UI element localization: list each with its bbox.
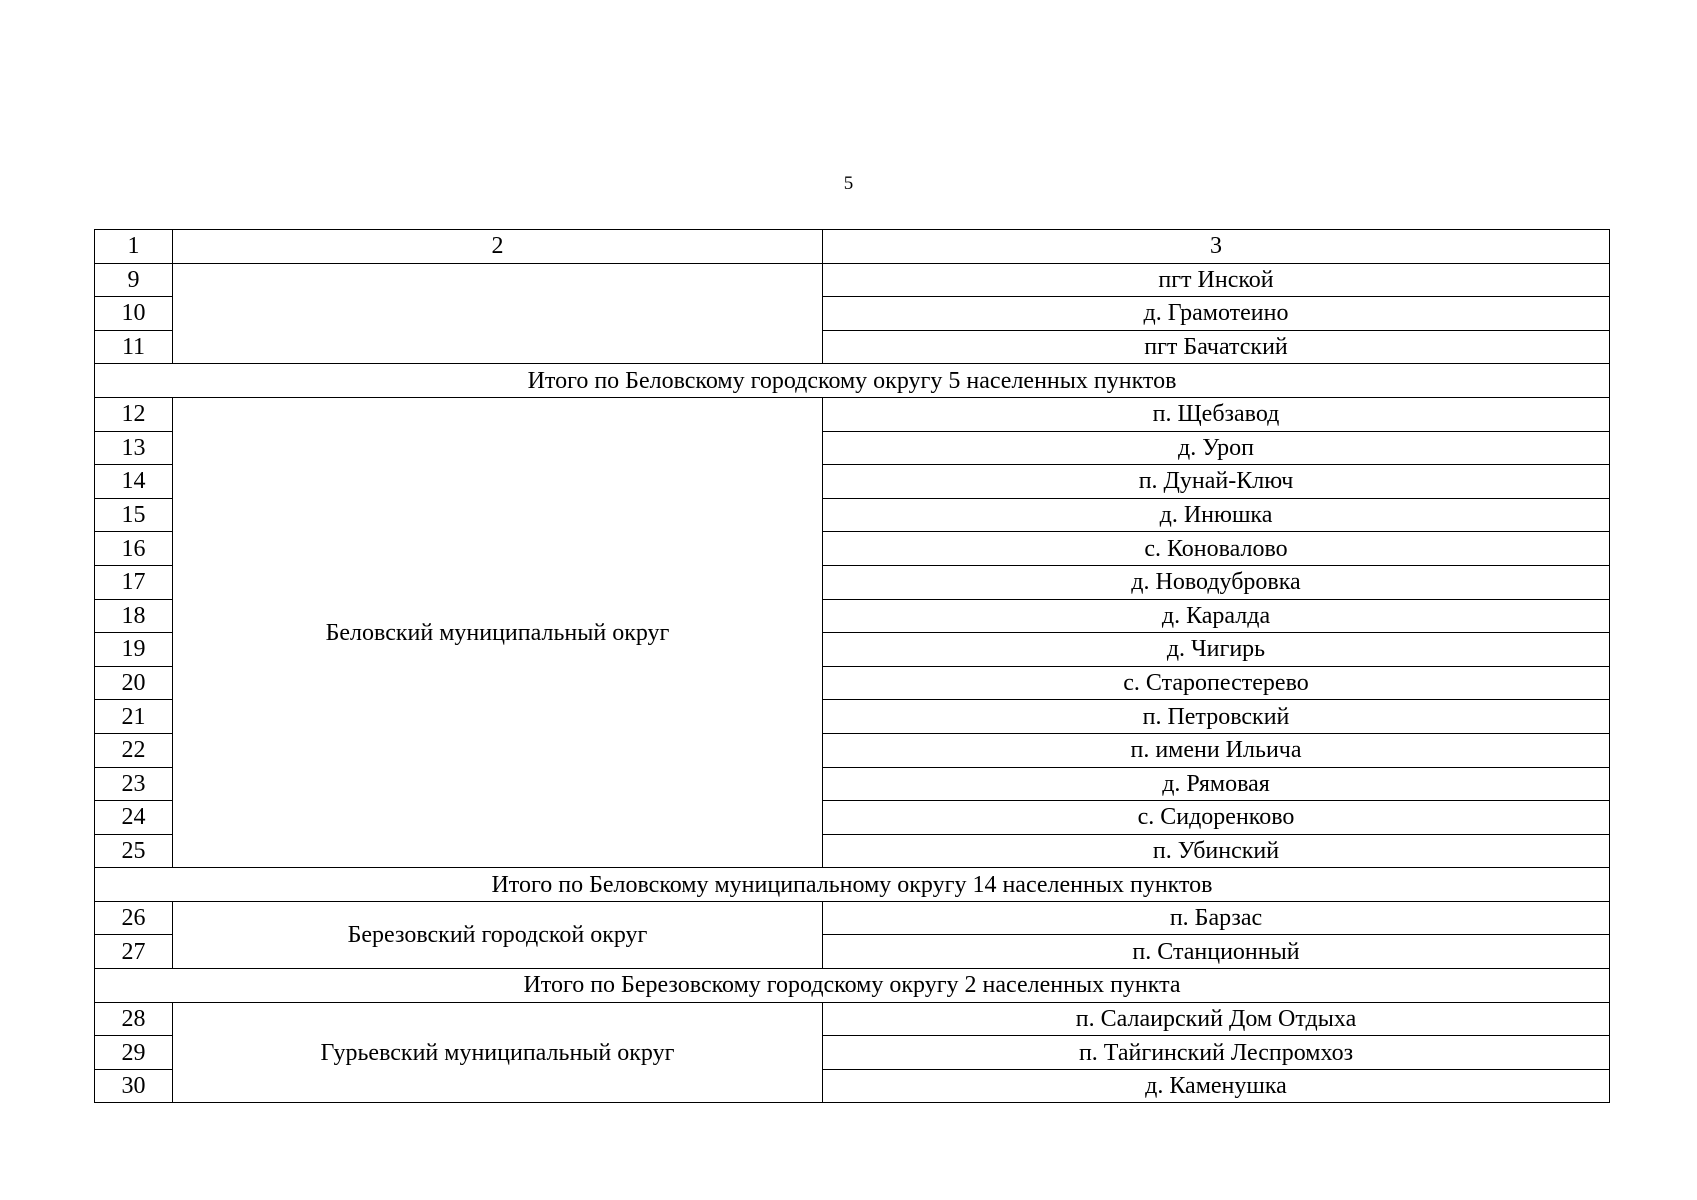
table-row (95, 901, 1610, 935)
settlement-name: д. Новодубровка (823, 565, 1610, 599)
settlement-name: п. Салаирский Дом Отдыха (823, 1002, 1610, 1036)
district-name: Беловский муниципальный округ (173, 397, 823, 867)
row-number: 24 (95, 801, 173, 835)
settlement-name: п. Дунай-Ключ (823, 465, 1610, 499)
page-number: 5 (843, 173, 854, 194)
row-number: 19 (95, 633, 173, 667)
settlement-name: д. Каменушка (823, 1069, 1610, 1103)
settlement-name: п. Щебзавод (823, 397, 1610, 431)
row-number: 30 (95, 1069, 173, 1103)
row-number: 27 (95, 935, 173, 969)
row-number: 28 (95, 1002, 173, 1036)
settlements-table (94, 229, 1610, 1103)
district-name: Гурьевский муниципальный округ (173, 1002, 823, 1103)
row-number: 13 (95, 431, 173, 465)
table-row (95, 1002, 1610, 1036)
total-row (95, 969, 1610, 1003)
settlement-name: с. Сидоренково (823, 801, 1610, 835)
row-number: 25 (95, 834, 173, 868)
settlement-name: пгт Инской (823, 263, 1610, 297)
row-number: 22 (95, 733, 173, 767)
table-row (95, 263, 1610, 297)
settlement-name: д. Инюшка (823, 498, 1610, 532)
settlement-name: п. Барзас (823, 901, 1610, 935)
settlement-name: д. Каралда (823, 599, 1610, 633)
row-number: 26 (95, 901, 173, 935)
settlement-name: п. Тайгинский Леспромхоз (823, 1036, 1610, 1070)
settlement-name: п. имени Ильича (823, 733, 1610, 767)
total-row (95, 868, 1610, 902)
row-number: 18 (95, 599, 173, 633)
settlement-name: с. Старопестерево (823, 666, 1610, 700)
district-name (173, 263, 823, 364)
column-number-3: 3 (823, 230, 1610, 264)
settlement-name: д. Чигирь (823, 633, 1610, 667)
settlement-name: с. Коновалово (823, 532, 1610, 566)
settlement-name: п. Петровский (823, 700, 1610, 734)
total-text: Итого по Беловскому городскому округу 5 населенных пунктов (95, 364, 1610, 398)
table-row (95, 397, 1610, 431)
row-number: 9 (95, 263, 173, 297)
total-text: Итого по Березовскому городскому округу 2 населенных пункта (95, 969, 1610, 1003)
settlement-name: д. Грамотеино (823, 297, 1610, 331)
row-number: 16 (95, 532, 173, 566)
row-number: 23 (95, 767, 173, 801)
table-header-row (95, 230, 1610, 264)
total-text: Итого по Беловскому муниципальному округу 14 населенных пунктов (95, 868, 1610, 902)
row-number: 15 (95, 498, 173, 532)
settlement-name: п. Станционный (823, 935, 1610, 969)
column-number-1: 1 (95, 230, 173, 264)
total-row (95, 364, 1610, 398)
column-number-2: 2 (173, 230, 823, 264)
row-number: 11 (95, 330, 173, 364)
settlement-name: д. Рямовая (823, 767, 1610, 801)
settlement-name: пгт Бачатский (823, 330, 1610, 364)
row-number: 29 (95, 1036, 173, 1070)
row-number: 10 (95, 297, 173, 331)
row-number: 20 (95, 666, 173, 700)
district-name: Березовский городской округ (173, 901, 823, 968)
row-number: 21 (95, 700, 173, 734)
settlement-name: п. Убинский (823, 834, 1610, 868)
row-number: 17 (95, 565, 173, 599)
row-number: 14 (95, 465, 173, 499)
row-number: 12 (95, 397, 173, 431)
settlement-name: д. Уроп (823, 431, 1610, 465)
